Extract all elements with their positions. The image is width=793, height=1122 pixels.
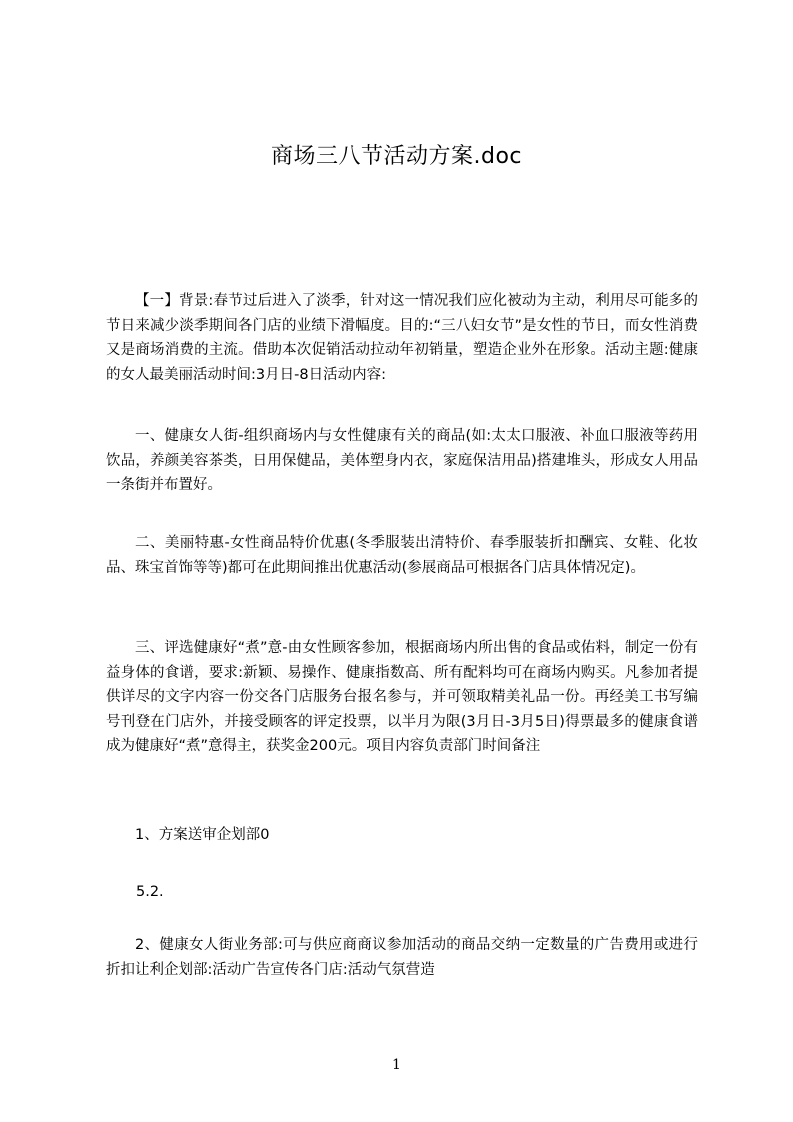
document-title: 商场三八节活动方案.doc <box>270 144 522 169</box>
paragraph-plan-review: 1、方案送审企划部0 <box>135 827 270 843</box>
paragraph-healthy-women-street: 一、健康女人街-组织商场内与女性健康有关的商品(如:太太口服液、补血口服液等药用饮品，养颜美容茶类，日用保健品，美体塑身内衣，家庭保洁用品)搭建堆头，形成女人用品一条街并布置好。 <box>106 428 698 493</box>
paragraph-date-note: 5.2. <box>136 884 164 900</box>
paragraph-beauty-discount: 二、美丽特惠-女性商品特价优惠(冬季服装出清特价、春季服装折扣酬宾、女鞋、化妆品、珠宝首饰等等)都可在此期间推出优惠活动(参展商品可根据各门店具体情况定)。 <box>106 535 698 576</box>
paragraph-background: 【一】背景:春节过后进入了淡季，针对这一情况我们应化被动为主动，利用尽可能多的节日来减少淡季期间各门店的业绩下滑幅度。目的:“三八妇女节”是女性的节日，而女性消费又是商场消费的主流。借助本次促销活动拉动年初销量，塑造企业外在形象。活动主题:健康的女人最美丽活动时间:3月日-8日活动内容: <box>106 293 698 383</box>
page-number: 1 <box>392 1057 401 1073</box>
paragraph-recipe-contest: 三、评选健康好“煮”意-由女性顾客参加，根据商场内所出售的食品或佑料，制定一份有益身体的食谱，要求:新颖、易操作、健康指数高、所有配料均可在商场内购买。凡参加者提供详尽的文字内容一份交各门店服务台报名参与，并可领取精美礼品一份。再经美工书写编号刊登在门店外，并接受顾客的评定投票，以半月为限(3月日-3月5日)得票最多的健康食谱成为健康好“煮”意得主，获奖金200元。项目内容负责部门时间备注 <box>106 640 698 754</box>
paragraph-business-department: 2、健康女人街业务部:可与供应商商议参加活动的商品交纳一定数量的广告费用或进行折扣让利企划部:活动广告宣传各门店:活动气氛营造 <box>106 937 698 978</box>
